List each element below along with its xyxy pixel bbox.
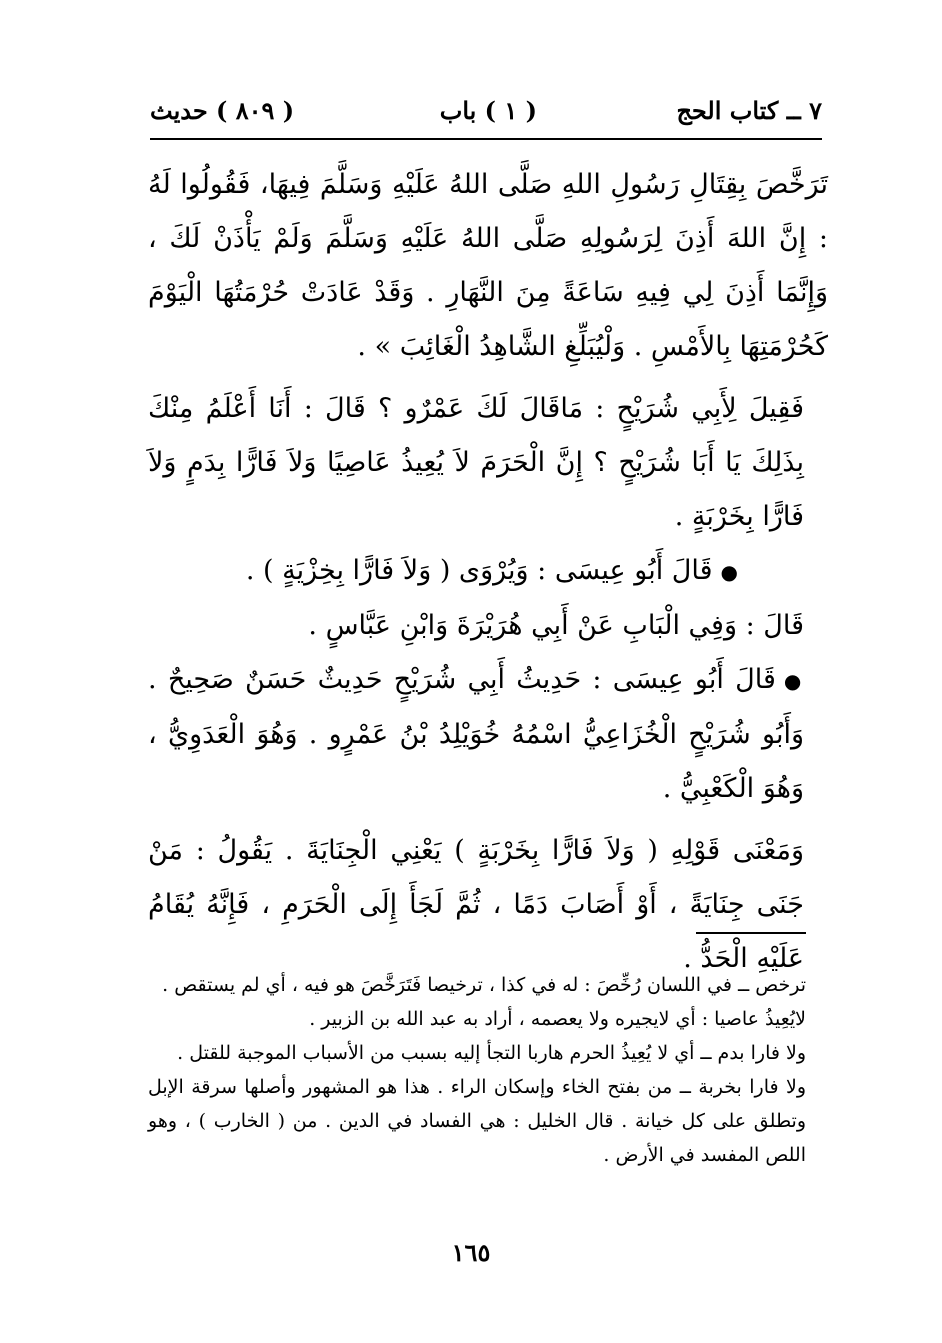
footnote-divider [696,932,806,934]
footnotes [148,968,828,1172]
hadith-body [148,158,828,986]
hadith-number: ( ٨٠٩ ) حديث [150,96,295,125]
footnote: لايُعِيذُ عاصيا : أي لايجيره ولا يعصمه ، أراد به عبد الله بن الزبير . [309,1008,806,1030]
header-divider [150,138,822,140]
body-paragraph: قَالَ : وَفِي الْبَابِ عَنْ أَبِي هُرَيْرَةَ وَابْنِ عَبَّاسٍ . [308,610,804,641]
chapter-label: ( ١ ) باب [439,96,537,125]
body-paragraph [148,544,828,599]
page-header [150,96,822,136]
page-number: ١٦٥ [451,1238,491,1267]
body-paragraph [148,653,828,816]
book-title: ٧ ــ كتاب الحج [676,96,822,125]
bullet-icon: ● [783,669,805,693]
body-paragraph-text: قَالَ أَبُو عِيسَى : حَدِيثُ أَبِي شُرَيْحٍ حَدِيثٌ حَسَنٌ صَحِيحٌ . وَأَبُو شُرَيْحٍ الْخُزَاعِيُّ اسْمُهُ خُوَيْلِدُ بْنُ عَمْرٍو . وَهُوَ الْعَدَوِيُّ ، وَهُوَ الْكَعْبِيُّ . [148,664,804,804]
footnote: ولا فارا بدم ــ أي لا يُعِيذُ الحرم هاربا التجأ إليه بسبب من الأسباب الموجبة للقتل . [177,1042,806,1064]
body-paragraph-text: قَالَ أَبُو عِيسَى : وَيُرْوَى ( وَلاَ فَارًّا بِخِزْيَةٍ ) . [245,555,713,586]
body-paragraph: تَرَخَّصَ بِقِتَالِ رَسُولِ اللهِ صَلَّى اللهُ عَلَيْهِ وَسَلَّمَ فِيهَا، فَقُولُوا لَهُ : إِنَّ اللهَ أَذِنَ لِرَسُولِهِ صَلَّى اللهُ عَلَيْهِ وَسَلَّمَ وَلَمْ يَأْذَنْ لَكَ ، وَإِنَّمَا أَذِنَ لِي فِيهِ سَاعَةً مِنَ النَّهَارِ . وَقَدْ عَادَتْ حُرْمَتُهَا الْيَوْمَ كَحُرْمَتِهَا بِالأَمْسِ . وَلْيُبَلِّغِ الشَّاهِدُ الْغَائِبَ » . [148,169,828,362]
body-paragraph: وَمَعْنَى قَوْلِهِ ( وَلاَ فَارًّا بِخَرْبَةٍ ) يَعْنِي الْجِنَايَةَ . يَقُولُ : مَنْ جَنَى جِنَايَةً ، أَوْ أَصَابَ دَمًا ، ثُمَّ لَجَأَ إِلَى الْحَرَمِ ، فَإِنَّهُ يُقَامُ عَلَيْهِ الْحَدُّ . [148,835,804,974]
footnote: ترخص ــ في اللسان رُخِّصَ : له في كذا ، ترخيصا فَتَرَخَّصَ هو فيه ، أي لم يستقص . [162,974,806,996]
footnote: ولا فارا بخربة ــ من بفتح الخاء وإسكان الراء . هذا هو المشهور وأصلها سرقة الإبل وتطلق على كل خيانة . قال الخليل : هي الفساد في الدين . من ( الخارب ) ، وهو اللص المفسد في الأرض . [148,1076,806,1166]
bullet-icon: ● [720,560,738,584]
body-paragraph: فَقِيلَ لِأَبِي شُرَيْحٍ : مَاقَالَ لَكَ عَمْرٌو ؟ قَالَ : أَنَا أَعْلَمُ مِنْكَ بِذَلِكَ يَا أَبَا شُرَيْحٍ ؟ إِنَّ الْحَرَمَ لاَ يُعِيذُ عَاصِيًا وَلاَ فَارًّا بِدَمٍ وَلاَ فَارًّا بِخَرْبَةٍ . [148,393,804,532]
